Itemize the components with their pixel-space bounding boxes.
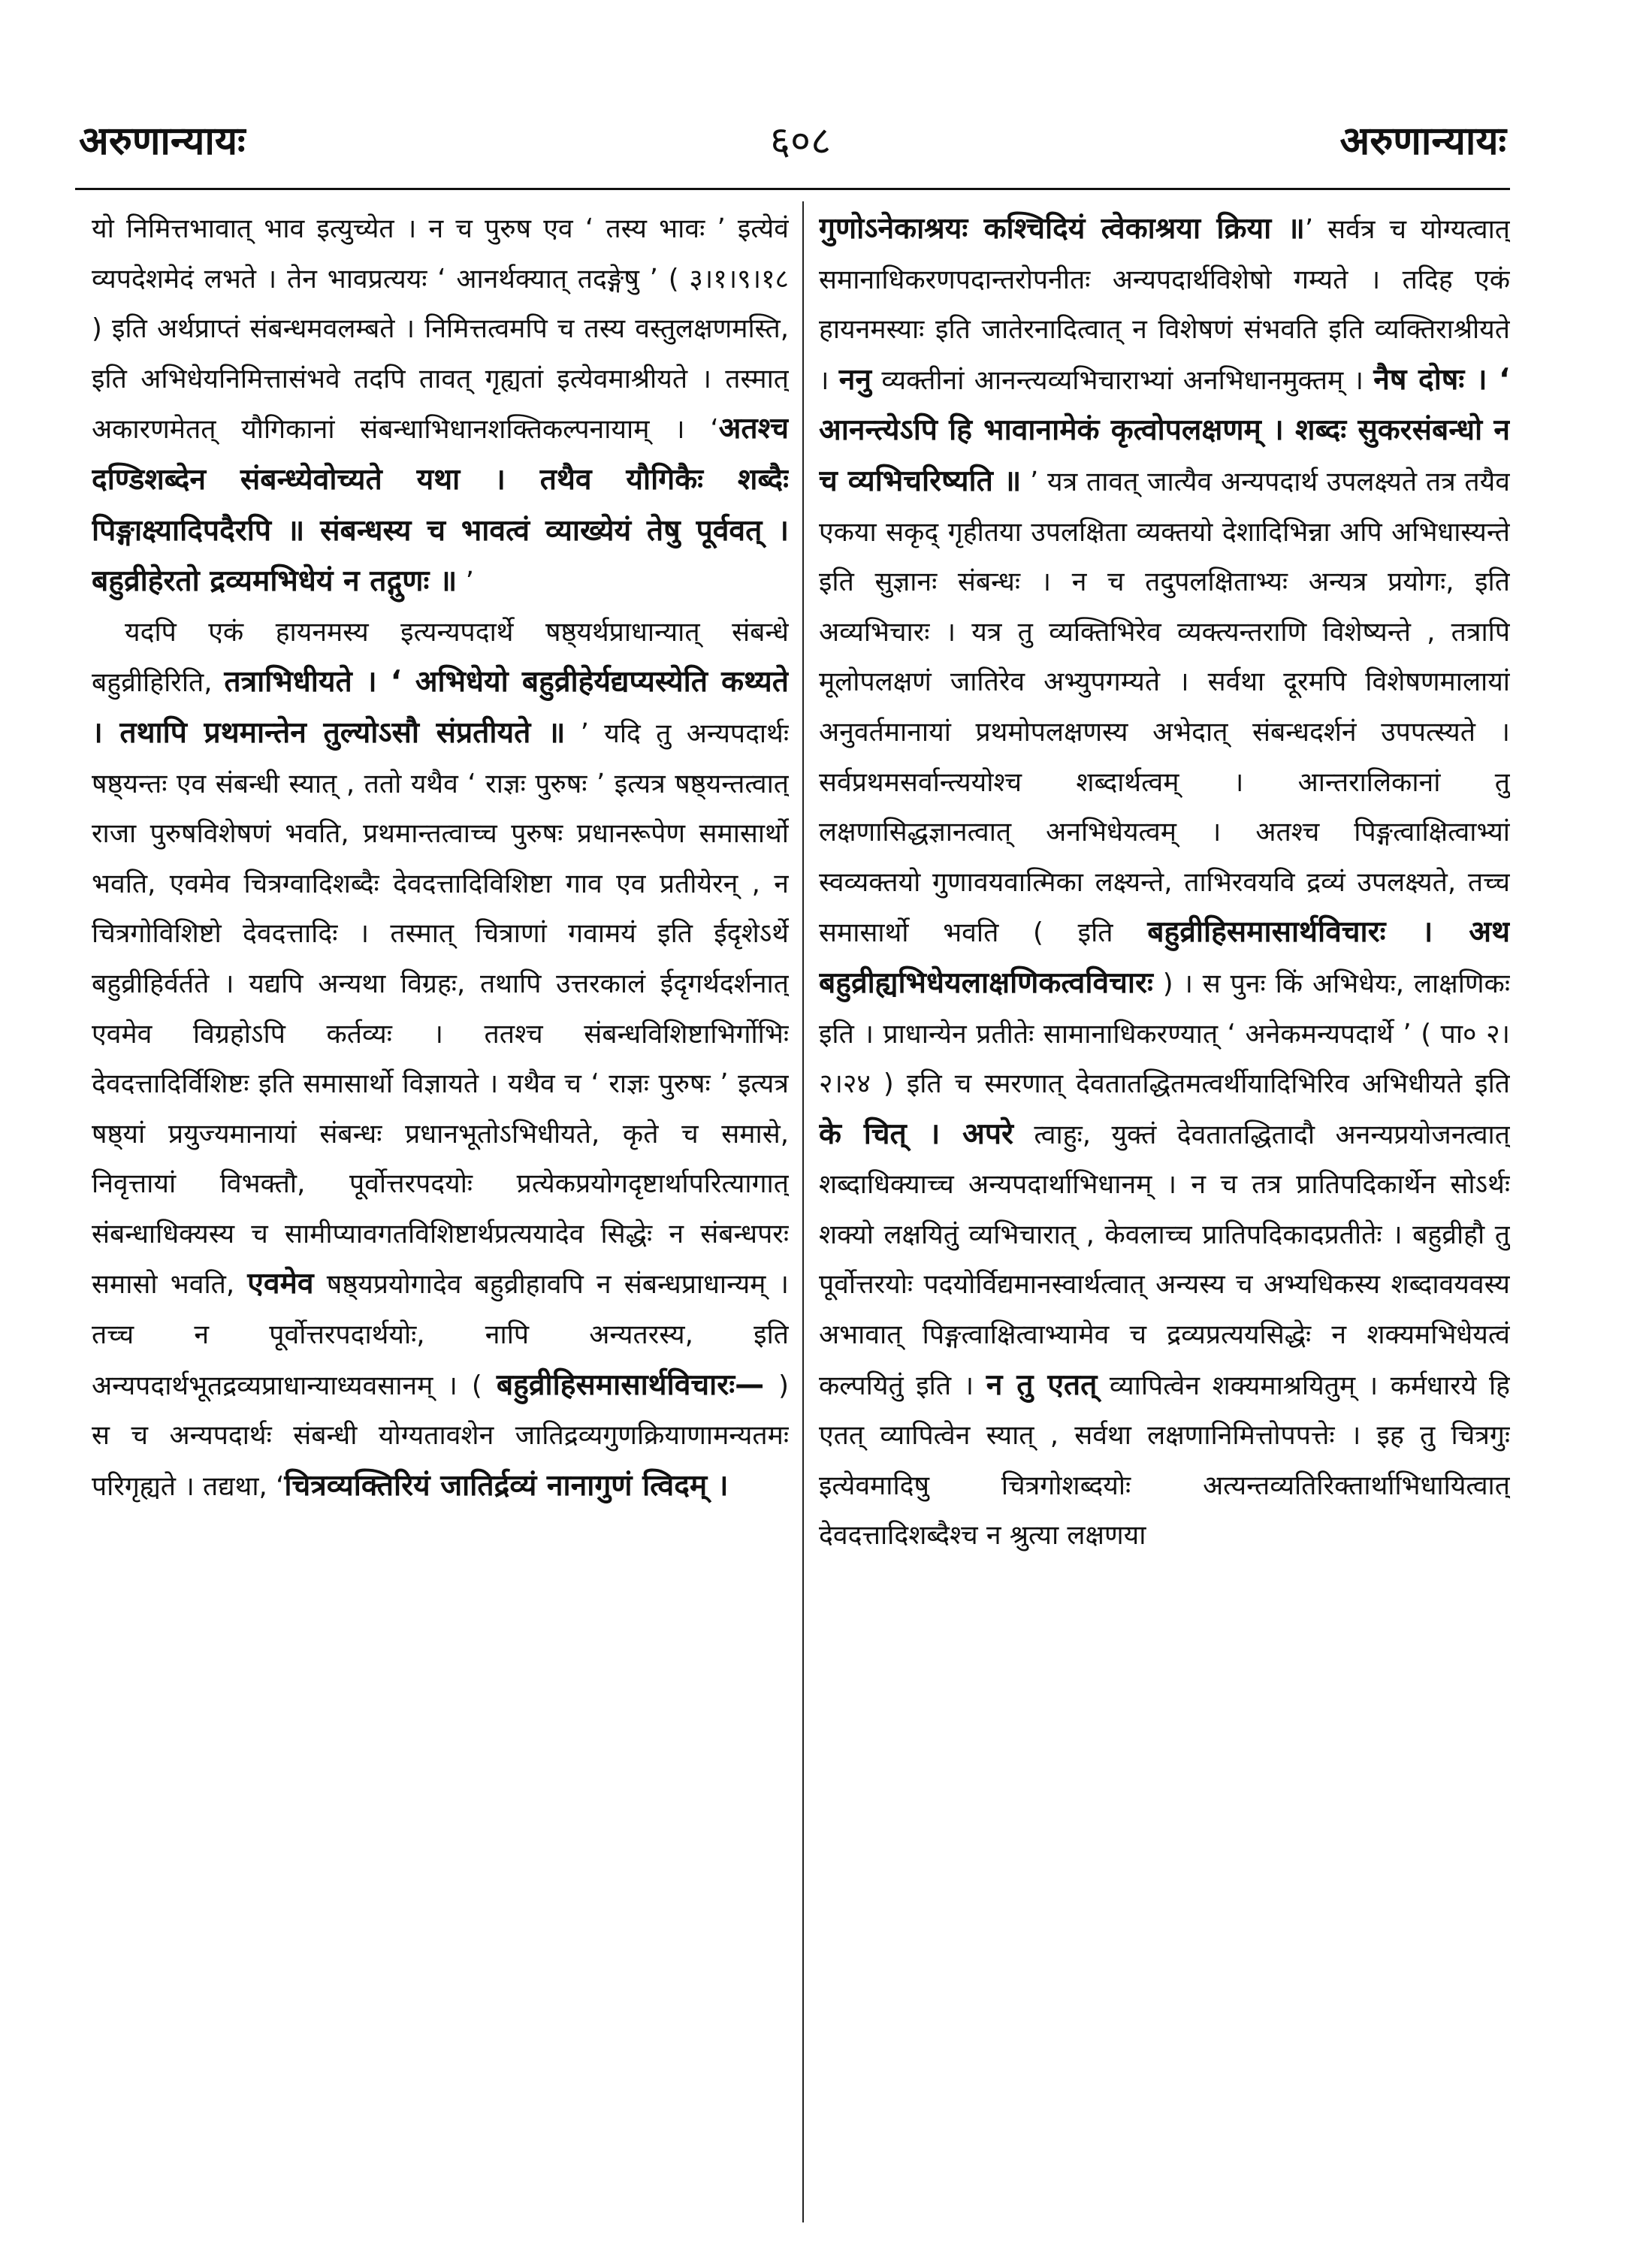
left-p2-bold-section-heading: बहुव्रीहिसमासार्थविचारः— xyxy=(496,1367,765,1402)
left-p1-text-1: यो निमित्तभावात् भाव इत्युच्येत । न च पुरुष एव ‘ तस्य भावः ’ इत्येवं व्यपदेशमेदं लभते । तेन भावप्रत्ययः ‘ आनर्थक्यात् तदङ्गेषु ’ ( ३।१।९।१८ ) इति अर्थप्राप्तं संबन्धमवलम्बते । निमित्तत्वमपि च तस्य वस्तुलक्षणमस्ति, इति अभिधेयनिमित्तासंभवे तदपि तावत् गृह्यतां इत्येवमाश्रीयते । तस्मात् अकारणमेतत् यौगिकानां संबन्धाभिधानशक्तिकल्पनायाम् । ‘ xyxy=(92,213,789,446)
left-p2-bold-verse-2: चित्रव्यक्तिरियं जातिर्द्रव्यं नानागुणं त्विदम् । xyxy=(284,1468,729,1503)
right-p1-bold-verse: गुणोऽनेकाश्रयः कश्चिदियं त्वेकाश्रया क्रिया ॥ xyxy=(819,212,1305,246)
column-divider xyxy=(802,201,804,2222)
page-header xyxy=(79,113,1506,173)
page-number: ६०८ xyxy=(770,119,832,164)
right-p1-text-4: ) । स पुनः किं अभिधेयः, लाक्षणिकः इति । प्राधान्येन प्रतीतेः सामानाधिकरण्यात् ‘ अनेकमन्यपदार्थे ’ ( पा० २।२।२४ ) इति च स्मरणात् देवतातद्धितमत्वर्थीयादिभिरिव अभिधीयते इति xyxy=(819,968,1510,1100)
right-p1-bold-kecit: के चित् । अपरे xyxy=(819,1116,1013,1151)
running-title-right: अरुणान्यायः xyxy=(1339,118,1506,164)
left-paragraph-2 xyxy=(92,608,789,1512)
right-p1-bold-verse-2: नैष दोषः । ‘ आनन्त्येऽपि हि भावानामेकं कृत्वोपलक्षणम् । शब्दः सुकरसंबन्धो न च व्यभिचरिष्यति ॥ xyxy=(819,362,1510,498)
left-paragraph-1 xyxy=(92,204,789,608)
left-p2-text-1: यदपि एकं हायनमस्य इत्यन्यपदार्थे षष्ठ्यर्थप्राधान्यात् संबन्धे बहुव्रीहिरिति, xyxy=(92,616,789,699)
left-p2-bold-verse: तत्राभिधीयते । ‘ अभिधेयो बहुव्रीहेर्यद्यप्यस्येति कथ्यते । तथापि प्रथमान्तेन तुल्योऽसौ संप्रतीयते ॥ xyxy=(92,665,789,750)
right-p1-text-6: व्यापित्वेन शक्यमाश्रयितुम् । कर्मधारये हि एतत् व्यापित्वेन स्यात् , सर्वथा लक्षणानिमित्तोपपत्तेः । इह तु चित्रगुः इत्येवमादिषु चित्रगोशब्दयोः अत्यन्तव्यतिरिक्तार्थाभिधायित्वात् देवदत्तादिशब्दैश्च न श्रुत्या लक्षणया xyxy=(819,1370,1510,1552)
right-p1-text-1: ’ सर्वत्र च योग्यत्वात् समानाधिकरणपदान्तरोपनीतः अन्यपदार्थविशेषो गम्यते । तदिह एकं हायनमस्याः इति जातेरनादित्वात् न विशेषणं संभवति इति व्यक्तिराश्रीयते । xyxy=(819,214,1510,396)
left-p2-text-2: ’ यदि तु अन्यपदार्थः षष्ठ्यन्तः एव संबन्धी स्यात् , ततो यथैव ‘ राज्ञः पुरुषः ’ इत्यत्र षष्ठ्यन्तत्वात् राजा पुरुषविशेषणं भवति, प्रथमान्तत्वाच्च पुरुषः प्रधानरूपेण समासार्थो भवति, एवमेव चित्रग्वादिशब्दैः देवदत्तादिविशिष्टा गाव एव प्रतीयेरन् , न चित्रगोविशिष्टो देवदत्तादिः । तस्मात् चित्राणां गवामयं इति ईदृशेऽर्थे बहुव्रीहिर्वर्तते । यद्यपि अन्यथा विग्रहः, तथापि उत्तरकालं ईदृगर्थदर्शनात् एवमेव विग्रहोऽपि कर्तव्यः । ततश्च संबन्धविशिष्टाभिर्गोभिः देवदत्तादिर्विशिष्टः इति समासार्थो विज्ञायते । यथैव च ‘ राज्ञः पुरुषः ’ इत्यत्र षष्ठ्यां प्रयुज्यमानायां संबन्धः प्रधानभूतोऽभिधीयते, कृते च समासे, निवृत्तायां विभक्तौ, पूर्वोत्तरपदयोः प्रत्येकप्रयोगदृष्टार्थापरित्यागात् संबन्धाधिक्यस्य च सामीप्यावगतविशिष्टार्थप्रत्ययादेव सिद्धेः न संबन्धपरः समासो भवति, xyxy=(92,718,789,1301)
left-p2-bold-evameva: एवमेव xyxy=(247,1267,314,1301)
left-p2-text-4: ) स च अन्यपदार्थः संबन्धी योग्यतावशेन जातिद्रव्यगुणक्रियाणामन्यतमः परिगृह्यते । तद्यथा, ‘ xyxy=(92,1370,789,1502)
left-p1-bold-verse: अतश्च दण्डिशब्देन संबन्ध्येवोच्यते यथा । तथैव यौगिकैः शब्दैः पिङ्गाक्ष्यादिपदैरपि ॥ संबन्धस्य च भावत्वं व्याख्येयं तेषु पूर्ववत् । बहुव्रीहेरतो द्रव्यमभिधेयं न तद्गुणः ॥ xyxy=(92,412,789,599)
left-p1-text-2: ’ xyxy=(457,567,474,598)
right-p1-bold-natu: न तु एतत् xyxy=(986,1367,1098,1402)
right-p1-text-5: त्वाहुः, युक्तं देवतातद्धितादौ अनन्यप्रयोजनत्वात् शब्दाधिक्याच्च अन्यपदार्थाभिधानम् । न च तत्र प्रातिपदिकार्थेन सोऽर्थः शक्यो लक्षयितुं व्यभिचारात् , केवलाच्च प्रातिपदिकादप्रतीतेः । बहुव्रीहौ तु पूर्वोत्तरयोः पदयोर्विद्यमानस्वार्थत्वात् अन्यस्य च अभ्यधिकस्य शब्दावयवस्य अभावात् पिङ्गत्वाक्षित्वाभ्यामेव च द्रव्यप्रत्ययसिद्धेः न शक्यमभिधेयत्वं कल्पयितुं इति । xyxy=(819,1119,1510,1401)
right-p1-bold-nanu: ननु xyxy=(838,362,872,397)
left-column xyxy=(92,204,789,1512)
header-rule xyxy=(75,188,1510,190)
left-p2-text-3: षष्ठ्यप्रयोगादेव बहुव्रीहावपि न संबन्धप्राधान्यम् । तच्च न पूर्वोत्तरपदार्थयोः, नापि अन्यतरस्य, इति अन्यपदार्थभूतद्रव्यप्राधान्याध्यवसानम् । ( xyxy=(92,1269,789,1401)
right-p1-text-3: ’ यत्र तावत् जात्यैव अन्यपदार्थ उपलक्ष्यते तत्र तयैव एकया सकृद् गृहीतया उपलक्षिता व्यक्तयो देशादिभिन्ना अपि अभिधास्यन्ते इति सुज्ञानः संबन्धः । न च तदुपलक्षिताभ्यः अन्यत्र प्रयोगः, इति अव्यभिचारः । यत्र तु व्यक्तिभिरेव व्यक्त्यन्तराणि विशेष्यन्ते , तत्रापि मूलोपलक्षणं जातिरेव अभ्युपगम्यते । सर्वथा दूरमपि विशेषणमालायां अनुवर्तमानायां प्रथमोपलक्षणस्य अभेदात् संबन्धदर्शनं उपपत्स्यते । सर्वप्रथमसर्वान्त्ययोश्च शब्दार्थत्वम् । आन्तरालिकानां तु लक्षणासिद्धज्ञानत्वात् अनभिधेयत्वम् । अतश्च पिङ्गत्वाक्षित्वाभ्यां स्वव्यक्तयो गुणावयवात्मिका लक्ष्यन्ते, ताभिरवयवि द्रव्यं उपलक्ष्यते, तच्च समासार्थो भवति ( इति xyxy=(819,466,1510,949)
right-column xyxy=(819,204,1510,1561)
running-title-left: अरुणान्यायः xyxy=(79,118,246,164)
right-paragraph-1 xyxy=(819,204,1510,1561)
right-p1-text-2: व्यक्तीनां आनन्त्यव्यभिचाराभ्यां अनभिधानमुक्तम् । xyxy=(871,364,1364,396)
right-p1-bold-section-heading: बहुव्रीहिसमासार्थविचारः । अथ बहुव्रीह्यभिधेयलाक्षणिकत्वविचारः xyxy=(819,915,1510,1000)
